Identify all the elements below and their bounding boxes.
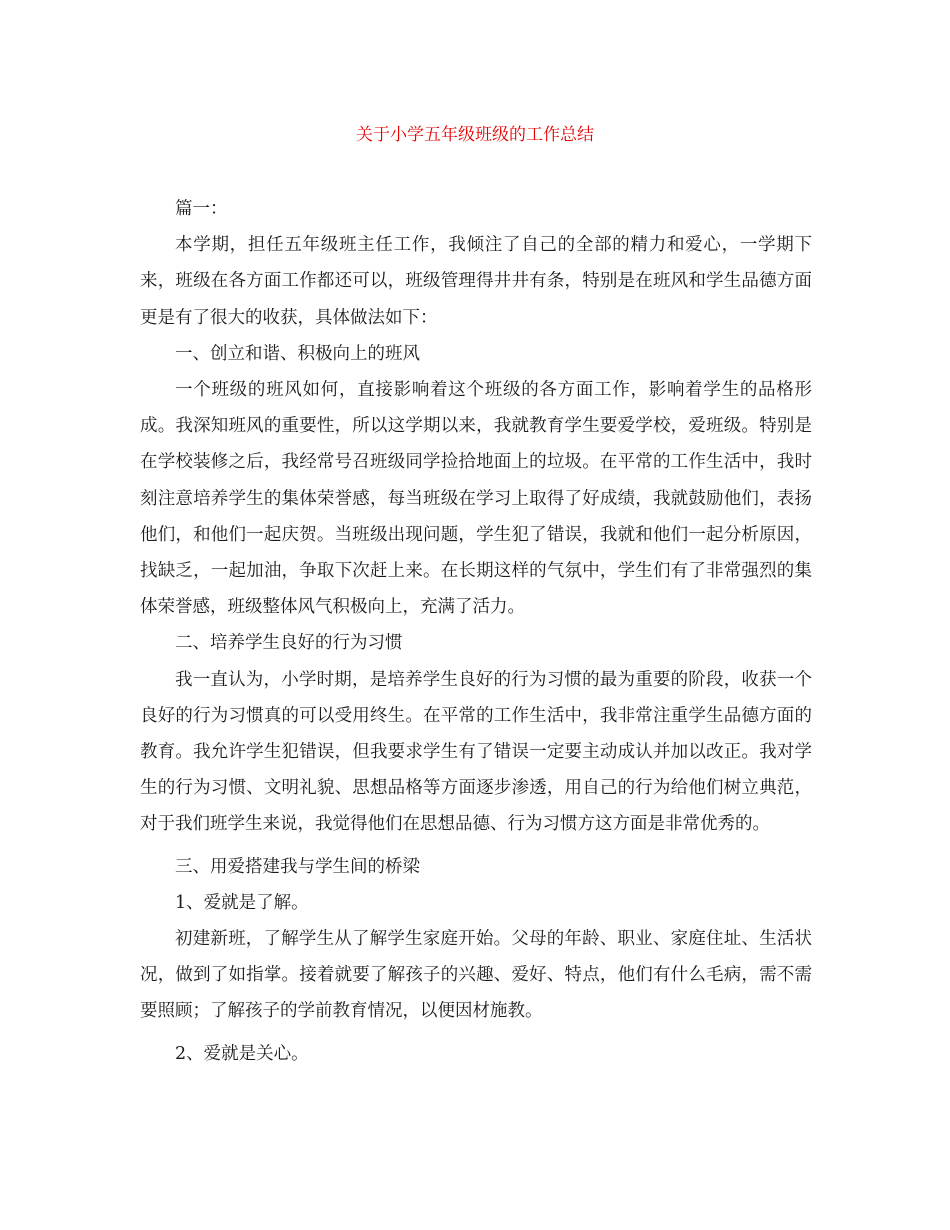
heading-section-2: 二、培养学生良好的行为习惯 [175, 633, 403, 654]
document-body [140, 191, 812, 1072]
paragraph-intro: 本学期，担任五年级班主任工作，我倾注了自己的全部的精力和爱心，一学期下来，班级在各方面工作都还可以，班级管理得井井有条，特别是在班风和学生品德方面更是有了很大的收获，具体做法如下： [140, 235, 812, 328]
paragraph-love-understanding: 初建新班，了解学生从了解学生家庭开始。父母的年龄、职业、家庭住址、生活状况，做到了如指掌。接着就要了解孩子的兴趣、爱好、特点，他们有什么毛病，需不需要照顾；了解孩子的学前教育情况，以便因材施教。 [140, 929, 812, 1022]
heading-section-3: 三、用爱搭建我与学生间的桥梁 [175, 856, 420, 877]
paragraph-section-2: 我一直认为，小学时期，是培养学生良好的行为习惯的最为重要的阶段，收获一个良好的行为习惯真的可以受用终生。在平常的工作生活中，我非常注重学生品德方面的教育。我允许学生犯错误，但我要求学生有了错误一定要主动成认并加以改正。我对学生的行为习惯、文明礼貌、思想品格等方面逐步渗透，用自己的行为给他们树立典范，对于我们班学生来说，我觉得他们在思想品德、行为习惯方这方面是非常优秀的。 [140, 669, 812, 835]
paragraph-section-1: 一个班级的班风如何，直接影响着这个班级的各方面工作，影响着学生的品格形成。我深知班风的重要性，所以这学期以来，我就教育学生要爱学校，爱班级。特别是在学校装修之后，我经常号召班级同学捡拾地面上的垃圾。在平常的工作生活中，我时刻注意培养学生的集体荣誉感，每当班级在学习上取得了好成绩，我就鼓励他们，表扬他们，和他们一起庆贺。当班级出现问题，学生犯了错误，我就和他们一起分析原因，找缺乏，一起加油，争取下次赶上来。在长期这样的气氛中，学生们有了非常强烈的集体荣誉感，班级整体风气积极向上，充满了活力。 [140, 380, 812, 618]
heading-section-1: 一、创立和谐、积极向上的班风 [175, 343, 420, 364]
subheading-love-caring: 2、爱就是关心。 [175, 1043, 309, 1064]
subheading-love-understanding: 1、爱就是了解。 [175, 892, 309, 913]
document-title: 关于小学五年级班级的工作总结 [356, 125, 594, 145]
paragraph-section-label: 篇一： [175, 199, 228, 219]
